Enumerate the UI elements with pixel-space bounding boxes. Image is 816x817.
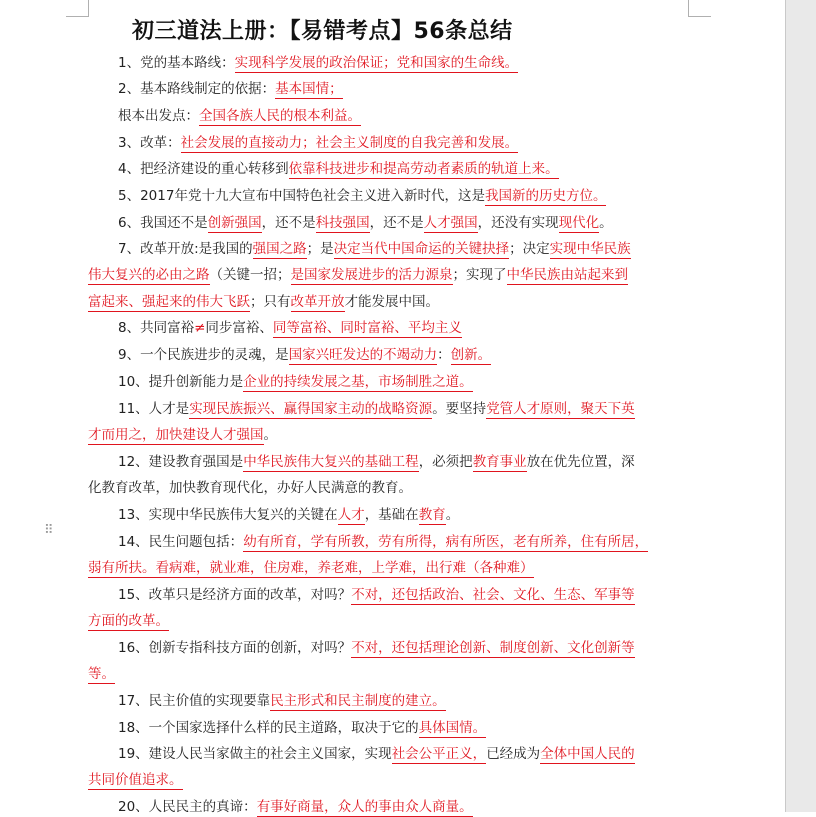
side-margin xyxy=(786,0,816,812)
list-item: 5、2017年党十九大宣布中国特色社会主义进入新时代，这是我国新的历史方位。 xyxy=(118,188,607,204)
list-item: 等。 xyxy=(88,666,115,682)
list-item: 方面的改革。 xyxy=(88,613,169,629)
list-item: 6、我国还不是创新强国，还不是科技强国，还不是人才强国，还没有实现现代化。 xyxy=(118,215,613,231)
list-item: 12、建设教育强国是中华民族伟大复兴的基础工程，必须把教育事业放在优先位置，深 xyxy=(118,454,635,470)
list-item: 14、民生问题包括：幼有所育，学有所教，劳有所得，病有所医，老有所养，住有所居， xyxy=(118,534,649,550)
list-item: 2、基本路线制定的依据：基本国情； xyxy=(118,81,343,97)
corner-mark xyxy=(66,0,89,17)
list-item: 9、一个民族进步的灵魂，是国家兴旺发达的不竭动力：创新。 xyxy=(118,347,492,363)
list-item: 13、实现中华民族伟大复兴的关键在人才，基础在教育。 xyxy=(118,507,460,523)
list-item: 10、提升创新能力是企业的持续发展之基，市场制胜之道。 xyxy=(118,374,473,390)
list-item: 20、人民民主的真谛：有事好商量，众人的事由众人商量。 xyxy=(118,799,473,815)
list-item: 化教育改革，加快教育现代化，办好人民满意的教育。 xyxy=(88,480,412,496)
list-item: 1、党的基本路线：实现科学发展的政治保证；党和国家的生命线。 xyxy=(118,55,519,71)
list-item: 4、把经济建设的重心转移到依靠科技进步和提高劳动者素质的轨道上来。 xyxy=(118,161,559,177)
list-item: 18、一个国家选择什么样的民主道路，取决于它的具体国情。 xyxy=(118,720,487,736)
page-edge xyxy=(785,0,786,812)
list-item: 8、共同富裕≠同步富裕、同等富裕、同时富裕、平均主义 xyxy=(118,320,462,336)
list-item: 弱有所扶。看病难，就业难，住房难，养老难，上学难，出行难（各种难） xyxy=(88,560,534,576)
corner-mark xyxy=(688,0,711,17)
list-item: 伟大复兴的必由之路（关键一招；是国家发展进步的活力源泉；实现了中华民族由站起来到 xyxy=(88,267,628,283)
list-item: 富起来、强起来的伟大飞跃；只有改革开放才能发展中国。 xyxy=(88,294,439,310)
list-item: 才而用之，加快建设人才强国。 xyxy=(88,427,277,443)
list-item: 19、建设人民当家做主的社会主义国家，实现社会公平正义，已经成为全体中国人民的 xyxy=(118,746,635,762)
list-item: 16、创新专指科技方面的创新，对吗？不对，还包括理论创新、制度创新、文化创新等 xyxy=(118,640,635,656)
drag-handle-icon[interactable]: ⠿ xyxy=(44,523,55,538)
list-item: 共同价值追求。 xyxy=(88,772,183,788)
list-item: 15、改革只是经济方面的改革，对吗？不对，还包括政治、社会、文化、生态、军事等 xyxy=(118,587,635,603)
page-title: 初三道法上册：【易错考点】56条总结 xyxy=(132,19,513,44)
list-item: 3、改革：社会发展的直接动力；社会主义制度的自我完善和发展。 xyxy=(118,135,519,151)
list-item: 17、民主价值的实现要靠民主形式和民主制度的建立。 xyxy=(118,693,446,709)
list-item: 7、改革开放:是我国的强国之路；是决定当代中国命运的关键抉择；决定实现中华民族 xyxy=(118,241,631,257)
list-item: 11、人才是实现民族振兴、赢得国家主动的战略资源。要坚持党管人才原则，聚天下英 xyxy=(118,401,635,417)
list-item: 根本出发点：全国各族人民的根本利益。 xyxy=(118,108,361,124)
